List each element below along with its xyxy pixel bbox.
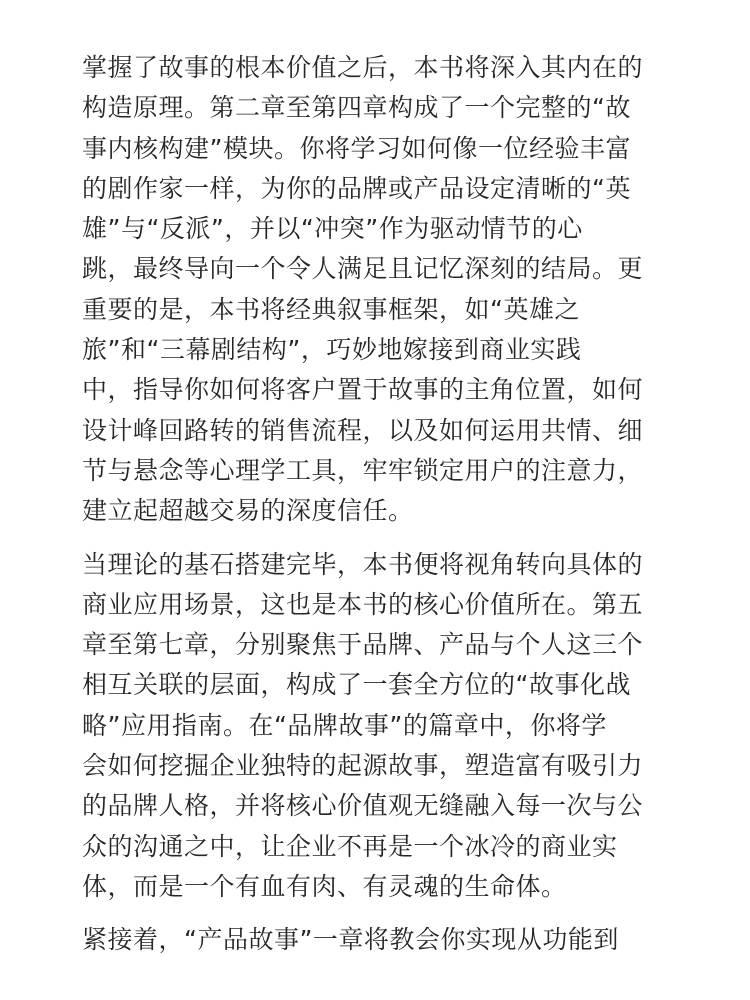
text-line: 略”应用指南。在“品牌故事”的篇章中，你将学 bbox=[82, 710, 607, 740]
text-line: 当理论的基石搭建完毕，本书便将视角转向具体的 bbox=[82, 549, 644, 579]
paragraph-1 bbox=[82, 48, 682, 532]
body-text bbox=[82, 48, 682, 961]
text-line: 中，指导你如何将客户置于故事的主角位置，如何 bbox=[82, 375, 644, 405]
text-line: 事内核构建”模块。你将学习如何像一位经验丰富 bbox=[82, 133, 631, 163]
text-line: 节与悬念等心理学工具，牢牢锁定用户的注意力， bbox=[82, 455, 644, 485]
text-line: 构造原理。第二章至第四章构成了一个完整的“故 bbox=[82, 93, 631, 123]
text-line: 雄”与“反派”，并以“冲突”作为驱动情节的心 bbox=[82, 214, 583, 244]
text-line: 旅”和“三幕剧结构”，巧妙地嫁接到商业实践 bbox=[82, 335, 582, 365]
text-line: 建立起超越交易的深度信任。 bbox=[82, 496, 414, 526]
text-line: 掌握了故事的根本价值之后，本书将深入其内在的 bbox=[82, 53, 644, 82]
text-line: 章至第七章，分别聚焦于品牌、产品与个人这三个 bbox=[82, 630, 644, 660]
text-line: 的品牌人格，并将核心价值观无缝融入每一次与公 bbox=[82, 791, 644, 821]
text-line: 跳，最终导向一个令人满足且记忆深刻的结局。更 bbox=[82, 254, 644, 284]
paragraph-2 bbox=[82, 545, 682, 908]
text-line: 众的沟通之中，让企业不再是一个冰冷的商业实 bbox=[82, 831, 618, 861]
text-line: 的剧作家一样，为你的品牌或产品设定清晰的“英 bbox=[82, 173, 631, 203]
paragraph-3 bbox=[82, 920, 682, 960]
text-line: 相互关联的层面，构成了一套全方位的“故事化战 bbox=[82, 670, 631, 700]
text-line: 紧接着，“产品故事”一章将教会你实现从功能到 bbox=[82, 925, 619, 955]
text-line: 设计峰回路转的销售流程，以及如何运用共情、细 bbox=[82, 415, 644, 445]
text-line: 会如何挖掘企业独特的起源故事，塑造富有吸引力 bbox=[82, 751, 644, 781]
text-line: 重要的是，本书将经典叙事框架，如“英雄之 bbox=[82, 294, 580, 324]
text-line: 体，而是一个有血有肉、有灵魂的生命体。 bbox=[82, 871, 567, 901]
text-line: 商业应用场景，这也是本书的核心价值所在。第五 bbox=[82, 589, 644, 619]
